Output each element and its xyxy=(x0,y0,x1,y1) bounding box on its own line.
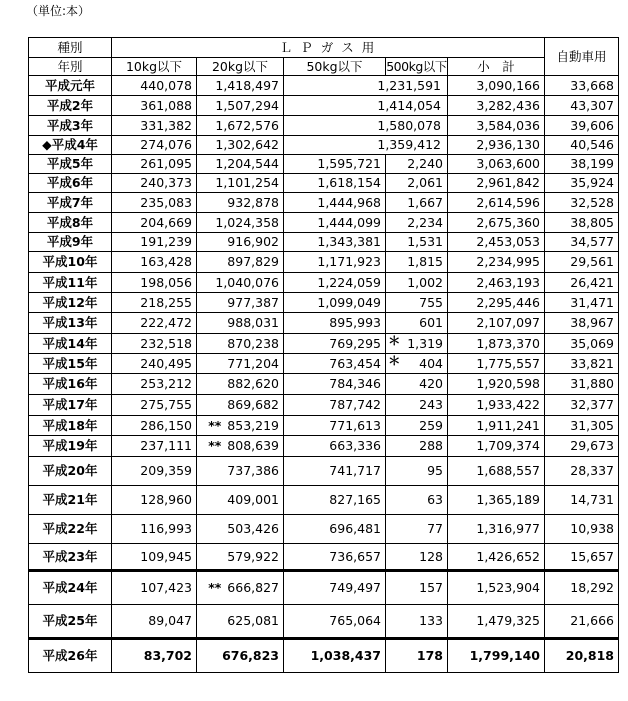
cell-500kg: 63 xyxy=(386,486,448,515)
cell-subtotal: 2,675,360 xyxy=(448,213,545,233)
cell-50kg-combined: 1,414,054 xyxy=(284,96,448,116)
table-row xyxy=(29,116,619,136)
cell-500kg: 1,531 xyxy=(386,233,448,252)
cell-20kg: 676,823 xyxy=(197,639,284,673)
cell-50kg: 1,171,923 xyxy=(284,252,386,273)
cell-500kg-value: 1,319 xyxy=(407,335,443,351)
cell-car-use: 31,305 xyxy=(545,416,619,436)
cell-20kg: 579,922 xyxy=(197,544,284,571)
cell-500kg: 1,815 xyxy=(386,252,448,273)
cell-50kg: 696,481 xyxy=(284,515,386,544)
cell-20kg: 625,081 xyxy=(197,605,284,639)
year-cell: 平成13年 xyxy=(29,313,112,334)
cell-10kg: 198,056 xyxy=(112,273,197,293)
year-cell: 平成12年 xyxy=(29,293,112,313)
cell-20kg: 737,386 xyxy=(197,457,284,486)
cell-car-use: 33,821 xyxy=(545,354,619,374)
table-row xyxy=(29,313,619,334)
table-row xyxy=(29,96,619,116)
year-cell: 平成24年 xyxy=(29,571,112,605)
cell-10kg: 286,150 xyxy=(112,416,197,436)
cell-subtotal: 2,453,053 xyxy=(448,233,545,252)
year-cell: ◆平成4年 xyxy=(29,136,112,155)
table-row xyxy=(29,639,619,673)
year-cell: 平成22年 xyxy=(29,515,112,544)
cell-50kg: 1,038,437 xyxy=(284,639,386,673)
cell-subtotal: 1,688,557 xyxy=(448,457,545,486)
cell-car-use: 29,673 xyxy=(545,436,619,457)
cell-subtotal: 2,961,842 xyxy=(448,174,545,193)
header-category: 種別 xyxy=(29,38,112,58)
cell-20kg: 1,302,642 xyxy=(197,136,284,155)
table-row xyxy=(29,515,619,544)
cell-20kg xyxy=(197,571,284,605)
cell-50kg: 784,346 xyxy=(284,374,386,395)
header-row-bottom xyxy=(29,58,619,76)
table-row xyxy=(29,252,619,273)
header-subtotal: 小 計 xyxy=(448,58,545,76)
cell-500kg: 601 xyxy=(386,313,448,334)
cell-50kg-combined: 1,580,078 xyxy=(284,116,448,136)
cell-10kg: 163,428 xyxy=(112,252,197,273)
cell-car-use: 14,731 xyxy=(545,486,619,515)
table-row xyxy=(29,436,619,457)
cell-500kg: 420 xyxy=(386,374,448,395)
cell-subtotal: 1,920,598 xyxy=(448,374,545,395)
header-year: 年別 xyxy=(29,58,112,76)
cell-20kg: 932,878 xyxy=(197,193,284,213)
cell-subtotal: 1,479,325 xyxy=(448,605,545,639)
cell-20kg: 1,204,544 xyxy=(197,155,284,174)
cell-20kg: 869,682 xyxy=(197,395,284,416)
cell-50kg: 827,165 xyxy=(284,486,386,515)
cell-car-use: 31,880 xyxy=(545,374,619,395)
year-cell: 平成6年 xyxy=(29,174,112,193)
cell-10kg: 232,518 xyxy=(112,334,197,354)
header-10kg: 10kg以下 xyxy=(112,58,197,76)
cell-subtotal: 1,873,370 xyxy=(448,334,545,354)
cell-subtotal: 2,234,995 xyxy=(448,252,545,273)
footnote-mark: ** xyxy=(208,438,222,453)
cell-subtotal: 1,799,140 xyxy=(448,639,545,673)
cell-500kg: 133 xyxy=(386,605,448,639)
cell-20kg: 897,829 xyxy=(197,252,284,273)
cell-500kg: 2,240 xyxy=(386,155,448,174)
cell-10kg: 83,702 xyxy=(112,639,197,673)
cell-500kg: 95 xyxy=(386,457,448,486)
cell-20kg xyxy=(197,436,284,457)
cell-10kg: 240,495 xyxy=(112,354,197,374)
table-row xyxy=(29,605,619,639)
header-lp-gas-group: Ｌ Ｐ ガ ス 用 xyxy=(112,38,545,58)
cell-500kg: 178 xyxy=(386,639,448,673)
cell-20kg: 916,902 xyxy=(197,233,284,252)
header-car-use: 自動車用 xyxy=(545,38,619,76)
cell-20kg: 1,040,076 xyxy=(197,273,284,293)
cell-car-use: 28,337 xyxy=(545,457,619,486)
table-row xyxy=(29,334,619,354)
cell-subtotal: 3,063,600 xyxy=(448,155,545,174)
cell-subtotal: 2,936,130 xyxy=(448,136,545,155)
year-cell: 平成23年 xyxy=(29,544,112,571)
header-row-top xyxy=(29,38,619,58)
cell-10kg: 261,095 xyxy=(112,155,197,174)
cell-10kg: 235,083 xyxy=(112,193,197,213)
cell-20kg: 409,001 xyxy=(197,486,284,515)
cell-car-use: 32,528 xyxy=(545,193,619,213)
year-cell: 平成3年 xyxy=(29,116,112,136)
table-row xyxy=(29,354,619,374)
cell-10kg: 440,078 xyxy=(112,76,197,96)
cell-50kg: 1,595,721 xyxy=(284,155,386,174)
cell-subtotal: 1,933,422 xyxy=(448,395,545,416)
footnote-mark: ** xyxy=(208,417,222,433)
cell-car-use: 10,938 xyxy=(545,515,619,544)
cell-car-use: 39,606 xyxy=(545,116,619,136)
cell-50kg: 741,717 xyxy=(284,457,386,486)
cell-50kg: 895,993 xyxy=(284,313,386,334)
cell-50kg: 1,343,381 xyxy=(284,233,386,252)
cell-500kg: 128 xyxy=(386,544,448,571)
cell-50kg: 763,454 xyxy=(284,354,386,374)
table-row xyxy=(29,395,619,416)
cell-car-use: 35,924 xyxy=(545,174,619,193)
cell-10kg: 116,993 xyxy=(112,515,197,544)
cell-500kg: 2,061 xyxy=(386,174,448,193)
cell-500kg xyxy=(386,334,448,354)
table-row xyxy=(29,374,619,395)
footnote-mark: ** xyxy=(208,580,222,595)
year-cell: 平成14年 xyxy=(29,334,112,354)
cell-10kg: 253,212 xyxy=(112,374,197,395)
cell-20kg-value: 853,219 xyxy=(227,417,279,433)
cell-10kg: 89,047 xyxy=(112,605,197,639)
cell-car-use: 33,668 xyxy=(545,76,619,96)
year-cell: 平成8年 xyxy=(29,213,112,233)
cell-car-use: 43,307 xyxy=(545,96,619,116)
table-row xyxy=(29,457,619,486)
table-row xyxy=(29,76,619,96)
year-cell: 平成17年 xyxy=(29,395,112,416)
cell-20kg xyxy=(197,416,284,436)
cell-20kg: 1,101,254 xyxy=(197,174,284,193)
cell-10kg: 361,088 xyxy=(112,96,197,116)
cell-10kg: 240,373 xyxy=(112,174,197,193)
table-row xyxy=(29,293,619,313)
header-500kg: 500kg以下 xyxy=(386,58,447,74)
cell-50kg-combined: 1,231,591 xyxy=(284,76,448,96)
cell-car-use: 40,546 xyxy=(545,136,619,155)
lp-gas-cylinder-table xyxy=(28,37,619,673)
cell-20kg: 771,204 xyxy=(197,354,284,374)
table-row xyxy=(29,213,619,233)
cell-50kg: 1,224,059 xyxy=(284,273,386,293)
cell-car-use: 38,199 xyxy=(545,155,619,174)
cell-10kg: 107,423 xyxy=(112,571,197,605)
cell-500kg: 1,667 xyxy=(386,193,448,213)
cell-subtotal: 2,107,097 xyxy=(448,313,545,334)
cell-500kg xyxy=(386,354,448,374)
cell-50kg: 769,295 xyxy=(284,334,386,354)
table-body xyxy=(29,38,619,673)
table-row xyxy=(29,136,619,155)
cell-20kg: 1,507,294 xyxy=(197,96,284,116)
table-row xyxy=(29,155,619,174)
cell-car-use: 31,471 xyxy=(545,293,619,313)
cell-subtotal: 3,090,166 xyxy=(448,76,545,96)
cell-car-use: 29,561 xyxy=(545,252,619,273)
year-cell: 平成20年 xyxy=(29,457,112,486)
cell-20kg: 1,418,497 xyxy=(197,76,284,96)
cell-20kg: 882,620 xyxy=(197,374,284,395)
cell-car-use: 32,377 xyxy=(545,395,619,416)
cell-subtotal: 1,911,241 xyxy=(448,416,545,436)
year-cell: 平成18年 xyxy=(29,416,112,436)
footnote-mark: ＊ xyxy=(388,333,401,348)
year-cell: 平成元年 xyxy=(29,76,112,96)
cell-50kg-combined: 1,359,412 xyxy=(284,136,448,155)
table-row xyxy=(29,174,619,193)
table-row xyxy=(29,233,619,252)
year-cell: 平成7年 xyxy=(29,193,112,213)
cell-20kg-value: 808,639 xyxy=(227,438,279,453)
cell-500kg: 243 xyxy=(386,395,448,416)
cell-10kg: 204,669 xyxy=(112,213,197,233)
cell-10kg: 222,472 xyxy=(112,313,197,334)
cell-car-use: 26,421 xyxy=(545,273,619,293)
cell-50kg: 1,444,968 xyxy=(284,193,386,213)
cell-500kg: 77 xyxy=(386,515,448,544)
cell-subtotal: 2,463,193 xyxy=(448,273,545,293)
cell-500kg: 288 xyxy=(386,436,448,457)
cell-50kg: 1,618,154 xyxy=(284,174,386,193)
cell-20kg: 503,426 xyxy=(197,515,284,544)
year-cell: 平成11年 xyxy=(29,273,112,293)
cell-car-use: 15,657 xyxy=(545,544,619,571)
year-cell: 平成5年 xyxy=(29,155,112,174)
cell-10kg: 209,359 xyxy=(112,457,197,486)
cell-500kg: 259 xyxy=(386,416,448,436)
year-cell: 平成15年 xyxy=(29,354,112,374)
cell-20kg: 1,672,576 xyxy=(197,116,284,136)
table-row xyxy=(29,486,619,515)
header-20kg: 20kg以下 xyxy=(197,58,284,76)
cell-10kg: 218,255 xyxy=(112,293,197,313)
cell-10kg: 274,076 xyxy=(112,136,197,155)
cell-subtotal: 1,365,189 xyxy=(448,486,545,515)
cell-subtotal: 1,775,557 xyxy=(448,354,545,374)
cell-10kg: 128,960 xyxy=(112,486,197,515)
cell-10kg: 109,945 xyxy=(112,544,197,571)
year-cell: 平成25年 xyxy=(29,605,112,639)
cell-50kg: 1,444,099 xyxy=(284,213,386,233)
cell-subtotal: 3,584,036 xyxy=(448,116,545,136)
cell-car-use: 34,577 xyxy=(545,233,619,252)
cell-subtotal: 1,426,652 xyxy=(448,544,545,571)
year-cell: 平成9年 xyxy=(29,233,112,252)
cell-car-use: 38,967 xyxy=(545,313,619,334)
cell-50kg: 1,099,049 xyxy=(284,293,386,313)
cell-10kg: 331,382 xyxy=(112,116,197,136)
cell-500kg: 157 xyxy=(386,571,448,605)
cell-20kg: 870,238 xyxy=(197,334,284,354)
cell-50kg: 765,064 xyxy=(284,605,386,639)
cell-10kg: 237,111 xyxy=(112,436,197,457)
cell-10kg: 275,755 xyxy=(112,395,197,416)
cell-car-use: 20,818 xyxy=(545,639,619,673)
cell-50kg: 771,613 xyxy=(284,416,386,436)
header-50kg: 50kg以下 xyxy=(284,58,386,76)
footnote-mark: ＊ xyxy=(388,353,401,368)
cell-500kg: 1,002 xyxy=(386,273,448,293)
table-row xyxy=(29,416,619,436)
cell-500kg: 755 xyxy=(386,293,448,313)
cell-subtotal: 1,709,374 xyxy=(448,436,545,457)
year-cell: 平成26年 xyxy=(29,639,112,673)
cell-subtotal: 1,523,904 xyxy=(448,571,545,605)
year-cell: 平成21年 xyxy=(29,486,112,515)
cell-subtotal: 2,614,596 xyxy=(448,193,545,213)
cell-50kg: 787,742 xyxy=(284,395,386,416)
cell-20kg: 988,031 xyxy=(197,313,284,334)
table-row xyxy=(29,571,619,605)
cell-50kg: 749,497 xyxy=(284,571,386,605)
cell-20kg: 1,024,358 xyxy=(197,213,284,233)
cell-subtotal: 1,316,977 xyxy=(448,515,545,544)
year-cell: 平成10年 xyxy=(29,252,112,273)
cell-50kg: 736,657 xyxy=(284,544,386,571)
cell-car-use: 35,069 xyxy=(545,334,619,354)
cell-subtotal: 3,282,436 xyxy=(448,96,545,116)
year-cell: 平成16年 xyxy=(29,374,112,395)
cell-10kg: 191,239 xyxy=(112,233,197,252)
cell-500kg-value: 404 xyxy=(419,355,443,371)
cell-car-use: 18,292 xyxy=(545,571,619,605)
table-row xyxy=(29,193,619,213)
table-row xyxy=(29,273,619,293)
cell-500kg: 2,234 xyxy=(386,213,448,233)
table-row xyxy=(29,544,619,571)
year-cell: 平成19年 xyxy=(29,436,112,457)
unit-label: （単位:本） xyxy=(26,4,91,18)
cell-20kg: 977,387 xyxy=(197,293,284,313)
cell-car-use: 21,666 xyxy=(545,605,619,639)
cell-20kg-value: 666,827 xyxy=(227,580,279,595)
year-cell: 平成2年 xyxy=(29,96,112,116)
cell-50kg: 663,336 xyxy=(284,436,386,457)
cell-subtotal: 2,295,446 xyxy=(448,293,545,313)
cell-car-use: 38,805 xyxy=(545,213,619,233)
